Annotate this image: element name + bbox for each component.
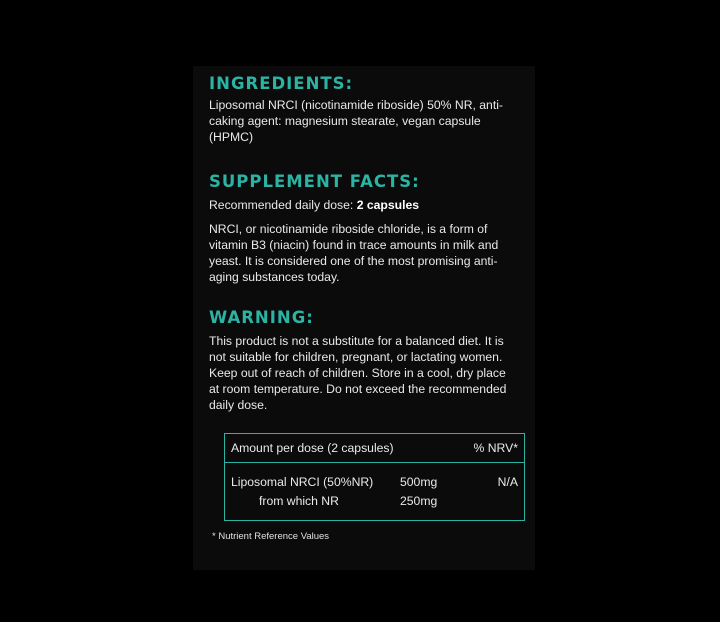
supplement-facts-heading: SUPPLEMENT FACTS: xyxy=(209,172,420,191)
table-row-amount: 250mg xyxy=(400,494,438,508)
ingredients-text: Liposomal NRCI (nicotinamide riboside) 50% NR, anti-caking agent: magnesium stearate, vegan capsule (HPMC) xyxy=(209,98,503,144)
nutrition-table xyxy=(224,433,525,521)
table-row-amount: 500mg xyxy=(400,475,438,489)
dose-label: Recommended daily dose: xyxy=(209,198,354,212)
table-row-name: from which NR xyxy=(259,494,339,508)
ingredients-heading: INGREDIENTS: xyxy=(209,74,354,93)
supplement-label xyxy=(193,66,535,570)
table-header-amount: Amount per dose (2 capsules) xyxy=(231,441,394,455)
dose-value: 2 capsules xyxy=(356,198,420,212)
table-row-nrv: N/A xyxy=(497,475,518,489)
nrci-description: NRCI, or nicotinamide riboside chloride, is a form of vitamin B3 (niacin) found in trace amounts in milk and yeast. It is considered one of the most promising anti-aging substances today. xyxy=(209,222,499,284)
warning-heading: WARNING: xyxy=(209,308,314,327)
table-header-nrv: % NRV* xyxy=(473,441,518,455)
warning-text: This product is not a substitute for a balanced diet. It is not suitable for children, pregnant, or lactating women. Keep out of reach of children. Store in a cool, dry place at room temperature. Do not exceed the recommended daily dose. xyxy=(209,334,507,412)
table-row-name: Liposomal NRCI (50%NR) xyxy=(231,475,374,489)
recommended-dose xyxy=(209,197,509,213)
footnote: * Nutrient Reference Values xyxy=(212,531,330,542)
table-header xyxy=(225,434,524,463)
